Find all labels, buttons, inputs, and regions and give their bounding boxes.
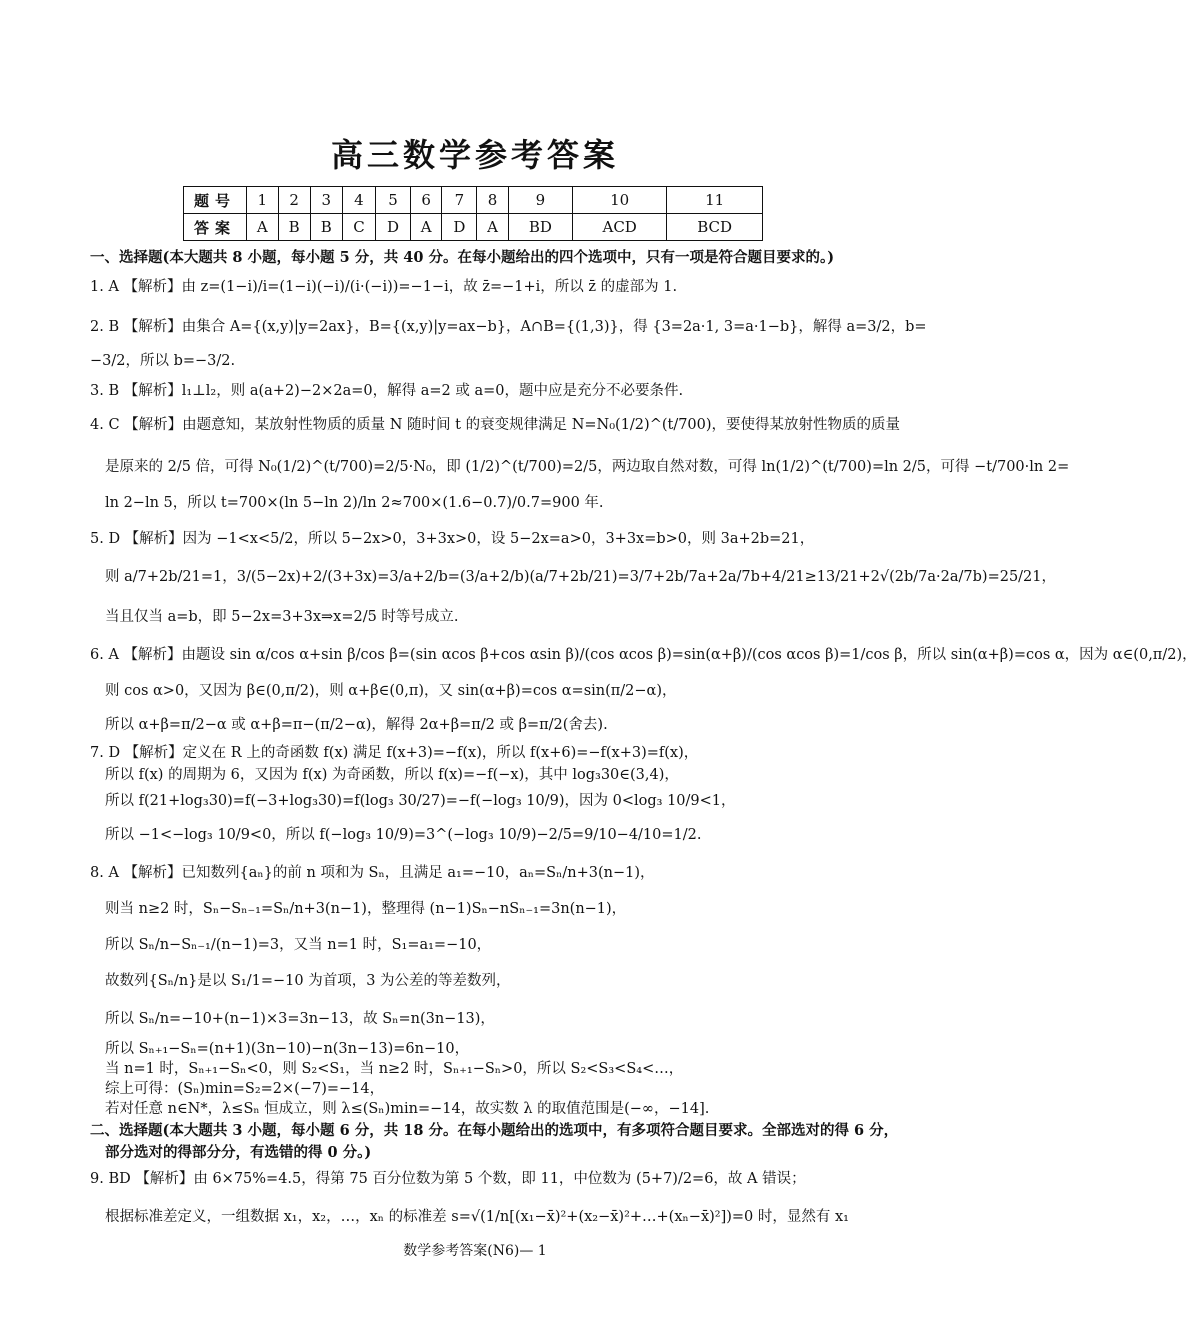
solution-line: 是原来的 2/5 倍，可得 N₀(1/2)^(t/700)=2/5·N₀，即 (1/2)^(t/700)=2/5，两边取自然对数，可得 ln(1/2)^(t/700)=ln 2/5，可得 −t/700·ln 2= (105, 459, 1070, 475)
solution-line: 则 cos α>0，又因为 β∈(0,π/2)，则 α+β∈(0,π)，又 sin(α+β)=cos α=sin(π/2−α)， (105, 683, 677, 699)
question-number: 2 (278, 187, 310, 214)
solution-line: 2. B 【解析】由集合 A={(x,y)|y=2ax}，B={(x,y)|y=ax−b}，A∩B={(1,3)}，得 {3=2a·1, 3=a·1−b}，解得 a=3/2，b= (90, 319, 927, 335)
answer-cell: ACD (573, 214, 667, 241)
solution-line: 故数列{Sₙ/n}是以 S₁/1=−10 为首项，3 为公差的等差数列， (105, 973, 511, 989)
answer-cell: BD (508, 214, 572, 241)
answer-table-row-answers (184, 214, 763, 241)
solution-line: 1. A 【解析】由 z=(1−i)/i=(1−i)(−i)/(i·(−i))=−1−i，故 z̄=−1+i，所以 z̄ 的虚部为 1. (90, 279, 678, 295)
answer-cell: A (247, 214, 279, 241)
solution-line: 7. D 【解析】定义在 R 上的奇函数 f(x) 满足 f(x+3)=−f(x)，所以 f(x+6)=−f(x+3)=f(x)， (90, 745, 699, 761)
row-label-answer: 答案 (184, 214, 247, 241)
answer-cell: D (376, 214, 411, 241)
question-number: 5 (376, 187, 411, 214)
solution-line: 综上可得：(Sₙ)min=S₂=2×(−7)=−14， (105, 1081, 385, 1097)
answer-cell: A (477, 214, 509, 241)
solution-line: 当且仅当 a=b，即 5−2x=3+3x⇒x=2/5 时等号成立. (105, 609, 459, 625)
solution-line: −3/2，所以 b=−3/2. (90, 353, 236, 369)
question-number: 1 (247, 187, 279, 214)
section-heading-multi-choice: 二、选择题(本大题共 3 小题，每小题 6 分，共 18 分。在每小题给出的选项中，有多项符合题目要求。全部选对的得 6 分， (90, 1122, 899, 1139)
question-number: 6 (410, 187, 442, 214)
solution-line: 5. D 【解析】因为 −1<x<5/2，所以 5−2x>0，3+3x>0，设 5−2x=a>0，3+3x=b>0，则 3a+2b=21， (90, 531, 815, 547)
page-footer: 数学参考答案(N6)— 1 (403, 1243, 547, 1259)
solution-line: 所以 f(x) 的周期为 6，又因为 f(x) 为奇函数，所以 f(x)=−f(−x)，其中 log₃30∈(3,4)， (105, 767, 679, 783)
answer-cell: B (310, 214, 342, 241)
solution-line: 则当 n≥2 时，Sₙ−Sₙ₋₁=Sₙ/n+3(n−1)，整理得 (n−1)Sₙ−nSₙ₋₁=3n(n−1)， (105, 901, 627, 917)
question-number: 11 (667, 187, 763, 214)
solution-line: 则 a/7+2b/21=1，3/(5−2x)+2/(3+3x)=3/a+2/b=(3/a+2/b)(a/7+2b/21)=3/7+2b/7a+2a/7b+4/21≥13/21+2√(2b/7a·2a/7b)=25/21， (105, 569, 1057, 585)
solution-line: 3. B 【解析】l₁⊥l₂，则 a(a+2)−2×2a=0，解得 a=2 或 a=0，题中应是充分不必要条件. (90, 383, 684, 399)
question-number: 7 (442, 187, 477, 214)
answer-cell: B (278, 214, 310, 241)
question-number: 8 (477, 187, 509, 214)
section-heading-single-choice: 一、选择题(本大题共 8 小题，每小题 5 分，共 40 分。在每小题给出的四个选项中，只有一项是符合题目要求的。) (90, 249, 835, 266)
solution-line: 6. A 【解析】由题设 sin α/cos α+sin β/cos β=(sin αcos β+cos αsin β)/(cos αcos β)=sin(α+β)/(cos αcos β)=1/cos β，所以 sin(α+β)=cos α，因为 α∈(0,π/2)， (90, 647, 1197, 663)
solution-line: 8. A 【解析】已知数列{aₙ}的前 n 项和为 Sₙ，且满足 a₁=−10，aₙ=Sₙ/n+3(n−1)， (90, 865, 655, 881)
answer-table (183, 186, 763, 241)
solution-line: 根据标准差定义，一组数据 x₁，x₂，…，xₙ 的标准差 s=√(1/n[(x₁−x̄)²+(x₂−x̄)²+…+(xₙ−x̄)²])=0 时，显然有 x₁ (105, 1209, 849, 1225)
solution-line: 所以 α+β=π/2−α 或 α+β=π−(π/2−α)，解得 2α+β=π/2 或 β=π/2(舍去). (105, 717, 608, 733)
answer-table-row-numbers (184, 187, 763, 214)
page-title: 高三数学参考答案 (330, 136, 619, 174)
section-heading-multi-choice-cont: 部分选对的得部分分，有选错的得 0 分。) (105, 1144, 372, 1161)
answer-cell: D (442, 214, 477, 241)
answer-cell: C (342, 214, 375, 241)
question-number: 9 (508, 187, 572, 214)
solution-line: 所以 Sₙ/n=−10+(n−1)×3=3n−13，故 Sₙ=n(3n−13)， (105, 1011, 495, 1027)
solution-line: 若对任意 n∈N*，λ≤Sₙ 恒成立，则 λ≤(Sₙ)min=−14，故实数 λ 的取值范围是(−∞，−14]. (105, 1101, 710, 1117)
solution-line: 所以 −1<−log₃ 10/9<0，所以 f(−log₃ 10/9)=3^(−log₃ 10/9)−2/5=9/10−4/10=1/2. (105, 827, 702, 843)
question-number: 3 (310, 187, 342, 214)
question-number: 4 (342, 187, 375, 214)
answer-cell: BCD (667, 214, 763, 241)
solution-line: 9. BD 【解析】由 6×75%=4.5，得第 75 百分位数为第 5 个数，即 11，中位数为 (5+7)/2=6，故 A 错误； (90, 1171, 806, 1187)
answer-cell: A (410, 214, 442, 241)
solution-line: 当 n=1 时，Sₙ₊₁−Sₙ<0，则 S₂<S₁，当 n≥2 时，Sₙ₊₁−Sₙ>0，所以 S₂<S₃<S₄<…， (105, 1061, 684, 1077)
solution-line: 4. C 【解析】由题意知，某放射性物质的质量 N 随时间 t 的衰变规律满足 N=N₀(1/2)^(t/700)，要使得某放射性物质的质量 (90, 417, 901, 433)
solution-line: ln 2−ln 5，所以 t=700×(ln 5−ln 2)/ln 2≈700×(1.6−0.7)/0.7=900 年. (105, 495, 604, 511)
solution-line: 所以 Sₙ/n−Sₙ₋₁/(n−1)=3，又当 n=1 时，S₁=a₁=−10， (105, 937, 492, 953)
question-number: 10 (573, 187, 667, 214)
solution-line: 所以 f(21+log₃30)=f(−3+log₃30)=f(log₃ 30/27)=−f(−log₃ 10/9)，因为 0<log₃ 10/9<1， (105, 793, 736, 809)
solution-line: 所以 Sₙ₊₁−Sₙ=(n+1)(3n−10)−n(3n−13)=6n−10， (105, 1041, 470, 1057)
row-label-number: 题号 (184, 187, 247, 214)
